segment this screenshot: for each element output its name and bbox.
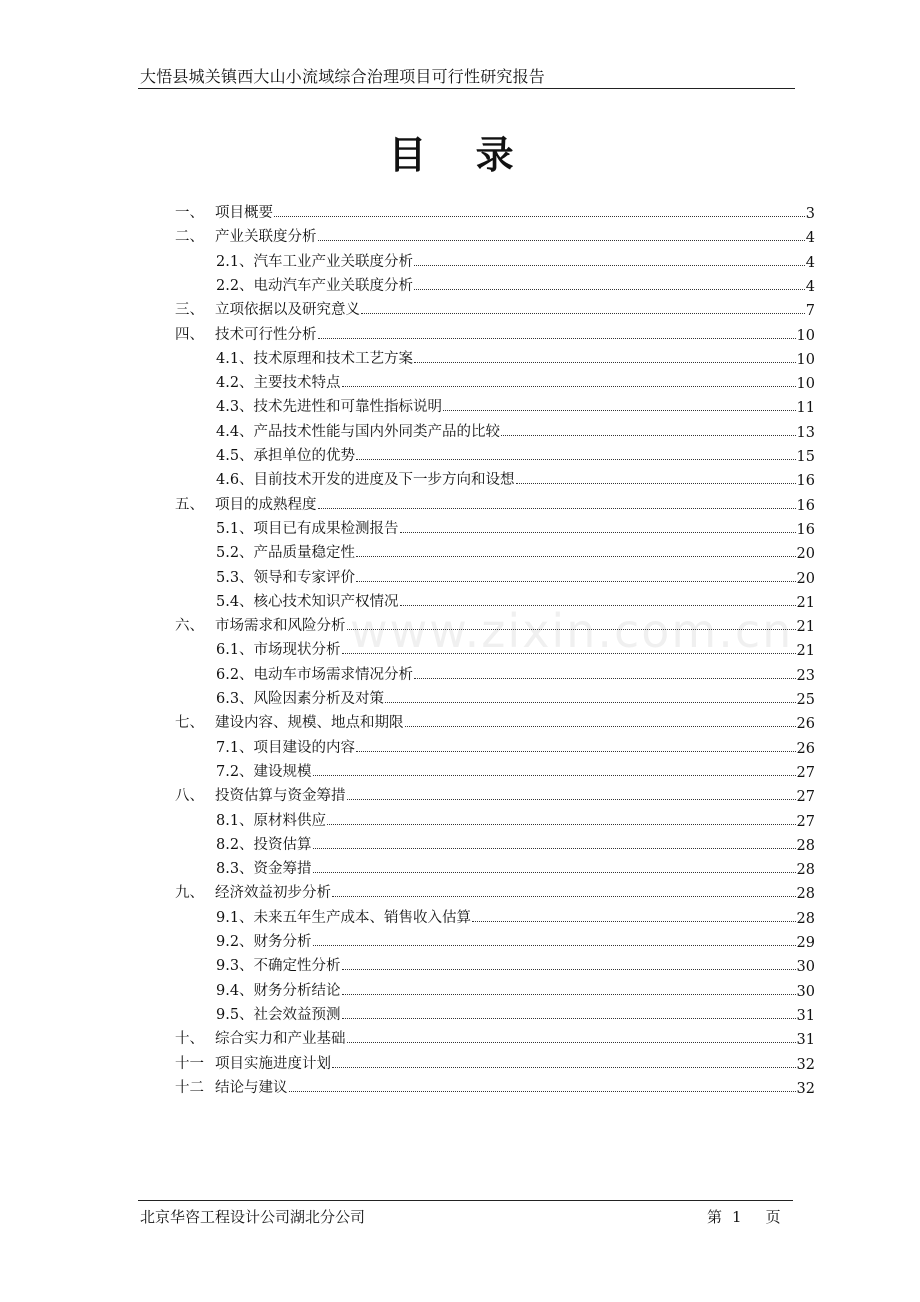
toc-entry-label: 6.2、电动车市场需求情况分析 bbox=[216, 666, 414, 683]
toc-leader-dots bbox=[342, 969, 796, 970]
toc-entry-page: 26 bbox=[796, 740, 815, 757]
toc-entry-page: 21 bbox=[796, 594, 815, 611]
toc-entry-label: 5.2、产品质量稳定性 bbox=[216, 545, 356, 562]
toc-entry[interactable] bbox=[216, 927, 815, 951]
toc-leader-dots bbox=[342, 653, 796, 654]
toc-entry-label: 8.2、投资估算 bbox=[216, 836, 312, 853]
toc-entry-label: 技术可行性分析 bbox=[215, 326, 317, 343]
toc-entry[interactable] bbox=[216, 757, 815, 781]
toc-entry-page: 15 bbox=[796, 449, 815, 465]
toc-leader-dots bbox=[347, 1042, 796, 1043]
toc-entry[interactable] bbox=[216, 563, 815, 587]
toc-entry-label: 产业关联度分析 bbox=[215, 229, 317, 246]
toc-entry-page: 13 bbox=[796, 424, 815, 441]
toc-entry-label: 9.4、财务分析结论 bbox=[216, 982, 341, 999]
toc-leader-dots bbox=[332, 896, 796, 897]
toc-entry[interactable] bbox=[216, 951, 815, 975]
toc-entry-label: 立项依据以及研究意义 bbox=[215, 302, 360, 319]
toc-entry[interactable] bbox=[175, 611, 815, 635]
toc-leader-dots bbox=[414, 362, 795, 363]
toc-entry[interactable] bbox=[216, 271, 815, 295]
toc-entry[interactable] bbox=[175, 222, 815, 246]
toc-entry-page: 28 bbox=[796, 910, 815, 927]
toc-entry[interactable] bbox=[216, 441, 815, 465]
toc-entry[interactable] bbox=[175, 1049, 815, 1073]
toc-leader-dots bbox=[342, 386, 796, 387]
page-prefix: 第 bbox=[707, 1208, 723, 1226]
toc-entry-number: 九、 bbox=[175, 885, 204, 902]
toc-leader-dots bbox=[313, 848, 796, 849]
footer-page-indicator bbox=[707, 1206, 781, 1227]
toc-entry-number: 四、 bbox=[175, 326, 204, 343]
footer-divider bbox=[138, 1200, 793, 1201]
toc-leader-dots bbox=[414, 678, 795, 679]
toc-leader-dots bbox=[313, 945, 796, 946]
toc-entry-page: 32 bbox=[796, 1056, 815, 1073]
toc-entry[interactable] bbox=[216, 514, 815, 538]
toc-leader-dots bbox=[274, 216, 805, 217]
toc-entry-label: 9.5、社会效益预测 bbox=[216, 1006, 341, 1023]
toc-entry-page: 4 bbox=[805, 254, 815, 271]
toc-entry-page: 27 bbox=[796, 813, 815, 830]
toc-entry-page: 20 bbox=[796, 546, 815, 563]
toc-leader-dots bbox=[332, 1067, 796, 1068]
toc-entry[interactable] bbox=[175, 490, 815, 514]
toc-entry[interactable] bbox=[175, 320, 815, 344]
toc-entry-label: 6.1、市场现状分析 bbox=[216, 642, 341, 659]
toc-entry[interactable] bbox=[216, 854, 815, 878]
toc-entry[interactable] bbox=[216, 684, 815, 708]
toc-entry-page: 20 bbox=[796, 570, 815, 587]
toc-entry-page: 10 bbox=[796, 376, 815, 393]
toc-entry[interactable] bbox=[216, 465, 815, 489]
toc-entry-label: 4.1、技术原理和技术工艺方案 bbox=[216, 350, 414, 367]
toc-entry-label: 项目实施进度计划 bbox=[215, 1055, 331, 1072]
toc-entry-page: 11 bbox=[796, 400, 815, 417]
toc-entry-label: 结论与建议 bbox=[215, 1079, 288, 1096]
toc-entry-page: 32 bbox=[796, 1080, 815, 1097]
toc-entry-page: 25 bbox=[796, 692, 815, 708]
page-title: 目 录 bbox=[388, 132, 532, 177]
toc-leader-dots bbox=[318, 240, 805, 241]
toc-entry-label: 5.3、领导和专家评价 bbox=[216, 569, 356, 586]
toc-entry[interactable] bbox=[175, 295, 815, 319]
toc-entry-label: 4.5、承担单位的优势 bbox=[216, 448, 356, 464]
toc-entry-page: 3 bbox=[805, 206, 815, 222]
toc-leader-dots bbox=[356, 751, 795, 752]
toc-leader-dots bbox=[405, 726, 796, 727]
toc-entry[interactable] bbox=[216, 806, 815, 830]
toc-entry-page: 16 bbox=[796, 521, 815, 538]
toc-leader-dots bbox=[472, 921, 795, 922]
toc-entry-number: 二、 bbox=[175, 229, 204, 246]
toc-leader-dots bbox=[414, 289, 805, 290]
toc-entry[interactable] bbox=[216, 733, 815, 757]
toc-entry-label: 9.2、财务分析 bbox=[216, 934, 312, 950]
toc-entry-page: 16 bbox=[796, 473, 815, 490]
page-number: 1 bbox=[732, 1208, 742, 1226]
toc-entry[interactable] bbox=[216, 392, 815, 416]
footer-company: 北京华咨工程设计公司湖北分公司 bbox=[140, 1208, 366, 1226]
toc-leader-dots bbox=[318, 508, 796, 509]
toc-entry[interactable] bbox=[175, 878, 815, 902]
toc-leader-dots bbox=[356, 459, 795, 460]
toc-entry-label: 4.3、技术先进性和可靠性指标说明 bbox=[216, 399, 443, 416]
toc-leader-dots bbox=[313, 775, 796, 776]
toc-entry[interactable] bbox=[175, 1024, 815, 1048]
toc-entry-page: 28 bbox=[796, 886, 815, 903]
toc-leader-dots bbox=[361, 313, 805, 314]
toc-leader-dots bbox=[385, 702, 795, 703]
toc-entry[interactable] bbox=[216, 830, 815, 854]
toc-entry-number: 十、 bbox=[175, 1031, 204, 1048]
toc-entry-page: 21 bbox=[796, 619, 815, 636]
toc-entry[interactable] bbox=[175, 198, 815, 222]
toc-entry-page: 23 bbox=[796, 667, 815, 684]
toc-entry-page: 4 bbox=[805, 278, 815, 295]
watermark: www.zixin.com.cn bbox=[350, 604, 794, 658]
toc-entry-label: 7.2、建设规模 bbox=[216, 763, 312, 780]
toc-entry[interactable] bbox=[216, 587, 815, 611]
toc-entry-label: 6.3、风险因素分析及对策 bbox=[216, 691, 385, 707]
toc-leader-dots bbox=[400, 532, 796, 533]
toc-entry[interactable] bbox=[216, 368, 815, 392]
toc-entry-label: 2.1、汽车工业产业关联度分析 bbox=[216, 253, 414, 270]
toc-entry-label: 2.2、电动汽车产业关联度分析 bbox=[216, 277, 414, 294]
header-title: 大悟县城关镇西大山小流域综合治理项目可行性研究报告 bbox=[140, 67, 546, 86]
toc-entry-label: 4.6、目前技术开发的进度及下一步方向和设想 bbox=[216, 472, 515, 489]
toc-entry-number: 十一 bbox=[175, 1055, 204, 1072]
toc-entry-number: 三、 bbox=[175, 302, 204, 319]
toc-entry-page: 30 bbox=[796, 983, 815, 1000]
toc-entry-number: 六、 bbox=[175, 618, 204, 635]
toc-entry-page: 27 bbox=[796, 764, 815, 781]
toc-entry-number: 五、 bbox=[175, 496, 204, 513]
toc-entry[interactable] bbox=[175, 1073, 815, 1097]
toc-entry-number: 七、 bbox=[175, 715, 204, 732]
toc-entry-page: 10 bbox=[796, 327, 815, 344]
toc-entry-label: 4.2、主要技术特点 bbox=[216, 375, 341, 392]
toc-leader-dots bbox=[400, 605, 796, 606]
toc-entry-label: 项目概要 bbox=[215, 205, 273, 221]
toc-entry-page: 16 bbox=[796, 497, 815, 514]
toc-entry-number: 十二 bbox=[175, 1079, 204, 1096]
toc-leader-dots bbox=[356, 556, 795, 557]
toc-entry-page: 21 bbox=[796, 643, 815, 660]
toc-entry-label: 5.4、核心技术知识产权情况 bbox=[216, 593, 399, 610]
toc-entry-page: 28 bbox=[796, 862, 815, 879]
toc-entry-label: 综合实力和产业基础 bbox=[215, 1031, 346, 1048]
toc-entry-label: 9.1、未来五年生产成本、销售收入估算 bbox=[216, 909, 472, 926]
toc-entry[interactable] bbox=[216, 635, 815, 659]
toc-entry[interactable] bbox=[216, 660, 815, 684]
toc-entry-number: 一、 bbox=[175, 205, 204, 221]
toc-entry[interactable] bbox=[216, 1000, 815, 1024]
toc-entry[interactable] bbox=[216, 903, 815, 927]
toc-leader-dots bbox=[313, 872, 796, 873]
toc-entry-label: 投资估算与资金筹措 bbox=[215, 788, 346, 805]
toc-leader-dots bbox=[318, 338, 796, 339]
toc-entry-label: 4.4、产品技术性能与国内外同类产品的比较 bbox=[216, 423, 501, 440]
toc-entry-page: 30 bbox=[796, 959, 815, 976]
toc-entry-label: 7.1、项目建设的内容 bbox=[216, 739, 356, 756]
toc-leader-dots bbox=[342, 1018, 796, 1019]
toc-leader-dots bbox=[414, 265, 805, 266]
toc-entry-page: 28 bbox=[796, 837, 815, 854]
page-suffix: 页 bbox=[765, 1208, 781, 1226]
toc-entry-page: 7 bbox=[805, 303, 815, 320]
toc-entry-label: 建设内容、规模、地点和期限 bbox=[215, 715, 404, 732]
toc-entry-page: 4 bbox=[805, 230, 815, 247]
toc-leader-dots bbox=[347, 629, 796, 630]
toc-entry-page: 29 bbox=[796, 935, 815, 951]
toc-entry-label: 市场需求和风险分析 bbox=[215, 618, 346, 635]
toc-entry[interactable] bbox=[216, 344, 815, 368]
toc-entry[interactable] bbox=[216, 976, 815, 1000]
toc-entry-page: 27 bbox=[796, 789, 815, 806]
toc-entry-label: 项目的成熟程度 bbox=[215, 496, 317, 513]
toc-entry-page: 26 bbox=[796, 716, 815, 733]
toc-entry-label: 经济效益初步分析 bbox=[215, 885, 331, 902]
toc-entry-page: 31 bbox=[796, 1007, 815, 1024]
toc-leader-dots bbox=[516, 483, 796, 484]
toc-entry-label: 8.3、资金筹措 bbox=[216, 861, 312, 878]
toc-entry-page: 10 bbox=[796, 351, 815, 368]
toc-leader-dots bbox=[356, 581, 795, 582]
toc-entry-label: 8.1、原材料供应 bbox=[216, 812, 327, 829]
toc-entry[interactable] bbox=[216, 417, 815, 441]
toc-entry[interactable] bbox=[216, 538, 815, 562]
header-divider bbox=[138, 88, 795, 89]
toc-leader-dots bbox=[342, 994, 796, 995]
toc-leader-dots bbox=[443, 410, 795, 411]
toc-entry-label: 9.3、不确定性分析 bbox=[216, 958, 341, 975]
toc-entry[interactable] bbox=[175, 708, 815, 732]
toc-entry-label: 5.1、项目已有成果检测报告 bbox=[216, 520, 399, 537]
toc-leader-dots bbox=[501, 435, 795, 436]
toc-entry[interactable] bbox=[175, 781, 815, 805]
toc-entry-page: 31 bbox=[796, 1032, 815, 1049]
toc-leader-dots bbox=[347, 799, 796, 800]
toc-entry[interactable] bbox=[216, 247, 815, 271]
toc-entry-number: 八、 bbox=[175, 788, 204, 805]
toc-leader-dots bbox=[327, 824, 795, 825]
toc-leader-dots bbox=[289, 1091, 796, 1092]
